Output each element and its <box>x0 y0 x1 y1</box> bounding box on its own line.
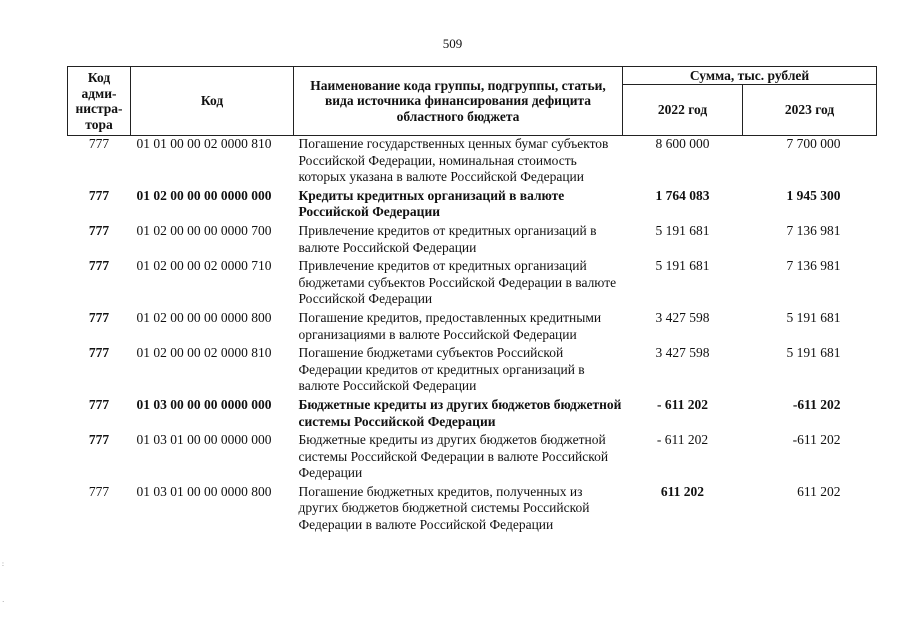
name-cell: Привлечение кредитов от кредитных организаций бюджетами субъектов Российской Федерации в валюте Российской Федерации <box>298 258 617 307</box>
header-year-2023: 2023 год <box>743 85 877 136</box>
name-cell: Погашение кредитов, предоставленных кредитными организациями в валюте Российской Федерации <box>298 309 602 342</box>
sum-2023-cell: 5 191 681 <box>786 309 841 325</box>
admin-code-cell: 777 <box>88 396 110 412</box>
page-number: 509 <box>442 36 463 51</box>
sum-2023-cell: -611 202 <box>792 396 841 412</box>
scan-edge-mark: : <box>2 560 4 568</box>
admin-code-cell: 777 <box>88 136 110 151</box>
header-admin-code: Код адми-нистра-тора <box>68 67 131 136</box>
name-cell: Погашение бюджетами субъектов Российской Федерации кредитов от кредитных организаций в валюте Российской Федерации <box>298 345 585 394</box>
code-cell: 01 02 00 00 02 0000 710 <box>136 258 272 274</box>
sum-2023-cell: -611 202 <box>792 432 841 448</box>
sum-2022-cell: 611 202 <box>660 483 705 499</box>
admin-code-cell: 777 <box>88 345 110 361</box>
code-cell: 01 03 01 00 00 0000 000 <box>136 432 272 448</box>
name-cell: Погашение бюджетных кредитов, полученных из других бюджетов бюджетной системы Российской Федерации в валюте Российской Федерации <box>298 483 590 533</box>
code-cell: 01 02 00 00 00 0000 800 <box>136 309 272 325</box>
code-cell: 01 01 00 00 02 0000 810 <box>136 136 272 151</box>
name-cell: Бюджетные кредиты из других бюджетов бюджетной системы Российской Федерации в валюте Российской Федерации <box>298 432 609 481</box>
table-row <box>68 188 877 223</box>
table-row <box>68 397 877 432</box>
header-sum-group: Сумма, тыс. рублей <box>623 67 877 85</box>
table-row <box>68 484 877 536</box>
sum-2022-cell: 3 427 598 <box>655 309 710 325</box>
code-cell: 01 03 01 00 00 0000 800 <box>136 483 272 499</box>
code-cell: 01 02 00 00 02 0000 810 <box>136 345 272 361</box>
sum-2022-cell: 5 191 681 <box>655 258 710 274</box>
admin-code-cell: 777 <box>88 258 110 274</box>
admin-code-cell: 777 <box>88 432 110 448</box>
name-cell: Погашение государственных ценных бумаг субъектов Российской Федерации, номинальная стоимость которых указана в валюте Российской Федерации <box>298 136 609 185</box>
name-cell: Кредиты кредитных организаций в валюте Российской Федерации <box>298 187 565 220</box>
sum-2022-cell: - 611 202 <box>656 432 709 448</box>
table-row <box>68 345 877 397</box>
sum-2022-cell: 5 191 681 <box>655 222 710 238</box>
admin-code-cell: 777 <box>88 222 110 238</box>
table-row <box>68 258 877 310</box>
scan-edge-mark: · <box>2 598 5 606</box>
sum-2023-cell: 7 136 981 <box>786 222 841 238</box>
sum-2023-cell: 7 700 000 <box>786 136 841 151</box>
admin-code-cell: 777 <box>88 187 110 203</box>
table-row <box>68 223 877 258</box>
name-cell: Привлечение кредитов от кредитных организаций в валюте Российской Федерации <box>298 222 597 255</box>
sum-2023-cell: 1 945 300 <box>786 187 841 203</box>
sum-2022-cell: 8 600 000 <box>655 136 710 151</box>
header-code: Код <box>131 67 294 136</box>
sum-2022-cell: - 611 202 <box>656 396 708 412</box>
table-row <box>68 310 877 345</box>
sum-2023-cell: 611 202 <box>797 483 841 499</box>
name-cell: Бюджетные кредиты из других бюджетов бюджетной системы Российской Федерации <box>298 396 622 429</box>
budget-sources-table <box>67 66 877 536</box>
code-cell: 01 02 00 00 00 0000 700 <box>136 222 272 238</box>
table-row <box>68 136 877 188</box>
code-cell: 01 03 00 00 00 0000 000 <box>136 396 272 412</box>
admin-code-cell: 777 <box>88 309 110 325</box>
header-name: Наименование кода группы, подгруппы, статьи, вида источника финансирования дефицита областного бюджета <box>294 67 623 136</box>
sum-2023-cell: 7 136 981 <box>786 258 841 274</box>
sum-2022-cell: 3 427 598 <box>655 345 710 361</box>
admin-code-cell: 777 <box>88 483 110 499</box>
header-year-2022: 2022 год <box>623 85 743 136</box>
table-row <box>68 432 877 484</box>
sum-2022-cell: 1 764 083 <box>655 187 710 203</box>
code-cell: 01 02 00 00 00 0000 000 <box>136 187 272 203</box>
sum-2023-cell: 5 191 681 <box>786 345 841 361</box>
